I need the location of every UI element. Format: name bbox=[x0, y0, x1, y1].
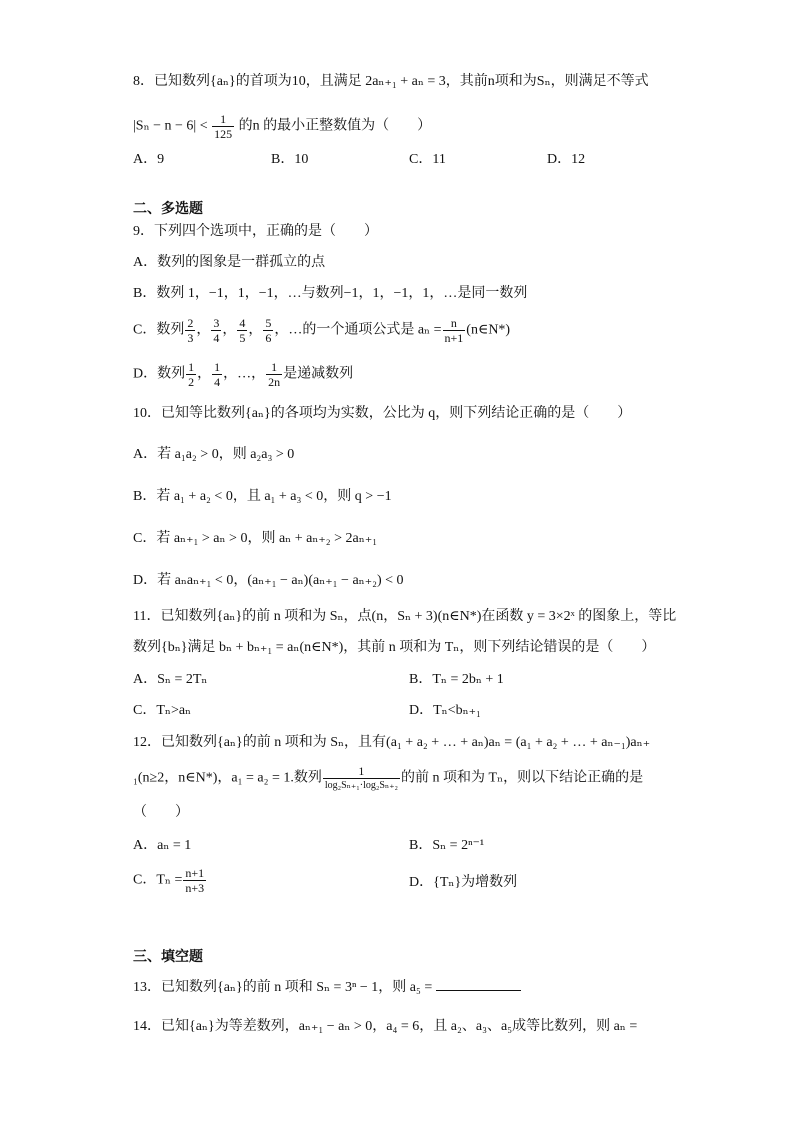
q11-option-d: D．Tₙ<bₙ₊₁ bbox=[409, 703, 481, 718]
q9-option-c: C．数列 $\frac{2}{3}$ ， $\frac{3}{4}$ ， $\frac{4}{5}$ ， $\frac{5}{6}$ ，…的一个通项公式是 aₙ = $\frac{n}{n+1}$ (n∈N*) bbox=[133, 316, 511, 345]
q9-d-frac1: $\frac{1}{2}$ bbox=[188, 360, 195, 389]
q9-c-formula: $\frac{n}{n+1}$ bbox=[444, 316, 464, 345]
q13-answer-blank[interactable] bbox=[436, 976, 521, 991]
q9-c-prefix: C．数列 bbox=[133, 322, 185, 338]
q10-stem: 10．已知等比数列{aₙ}的各项均为实数，公比为 q，则下列结论正确的是（ ） bbox=[133, 406, 632, 421]
q10-option-a: A．若 a₁a₂ > 0，则 a₂a₃ > 0 bbox=[133, 447, 295, 462]
q8-frac-den: 125 bbox=[214, 127, 233, 141]
q8-option-a: A．9 bbox=[133, 152, 165, 167]
q11-option-a: A．Sₙ = 2Tₙ bbox=[133, 672, 208, 687]
q13-line bbox=[133, 976, 521, 998]
q12-answer-bracket: （ ） bbox=[133, 805, 189, 820]
q9-d-prefix: D．数列 bbox=[133, 366, 186, 382]
q12-c-prefix: C．Tₙ = bbox=[133, 872, 183, 888]
q10-option-b: B．若 a₁ + a₂ < 0，且 a₁ + a₃ < 0，则 q > −1 bbox=[133, 489, 392, 504]
q9-d-suffix: 是递减数列 bbox=[283, 366, 354, 382]
q9-option-d: D．数列 $\frac{1}{2}$ ， $\frac{1}{4}$ ，…， $\frac{1}{2n}$ 是递减数列 bbox=[133, 360, 354, 389]
q12-line2-tail: 的前 n 项和为 Tₙ，则以下结论正确的是 bbox=[401, 770, 644, 786]
q9-c-frac3: $\frac{4}{5}$ bbox=[239, 316, 246, 345]
q12-option-b: B．Sₙ = 2ⁿ⁻¹ bbox=[409, 838, 485, 853]
q8-option-b: B．10 bbox=[271, 152, 309, 167]
q9-d-frac3: $\frac{1}{2n}$ bbox=[268, 360, 281, 389]
q11-line1: 11．已知数列{aₙ}的前 n 项和为 Sₙ，点(n，Sₙ + 3)(n∈N*)在函数 y = 3×2ˣ 的图象上，等比 bbox=[133, 609, 677, 624]
q8-option-d: D．12 bbox=[547, 152, 586, 167]
q12-line1: 12．已知数列{aₙ}的前 n 项和为 Sₙ，且有(a₁ + a₂ + … + aₙ)aₙ = (a₁ + a₂ + … + aₙ₋₁)aₙ₊ bbox=[133, 735, 651, 750]
q10-option-d: D．若 aₙaₙ₊₁ < 0，(aₙ₊₁ − aₙ)(aₙ₊₁ − aₙ₊₂) < 0 bbox=[133, 573, 404, 588]
q12-option-a: A．aₙ = 1 bbox=[133, 838, 192, 853]
q11-line2: 数列{bₙ}满足 bₙ + bₙ₊₁ = aₙ(n∈N*)，其前 n 项和为 Tₙ，则下列结论错误的是（ ） bbox=[133, 640, 656, 655]
q12-option-d: D．{Tₙ}为增数列 bbox=[409, 875, 518, 890]
q9-option-b: B．数列 1，−1，1，−1，…与数列−1，1，−1，1，…是同一数列 bbox=[133, 286, 528, 301]
q14-line: 14．已知{aₙ}为等差数列，aₙ₊₁ − aₙ > 0，a₄ = 6，且 a₂、a₃、a₅成等比数列，则 aₙ = bbox=[133, 1019, 638, 1034]
q9-c-suffix: (n∈N*) bbox=[466, 322, 511, 338]
q10-option-c: C．若 aₙ₊₁ > aₙ > 0，则 aₙ + aₙ₊₂ > 2aₙ₊₁ bbox=[133, 531, 378, 546]
q11-option-c: C．Tₙ>aₙ bbox=[133, 703, 192, 718]
q8-frac-num: 1 bbox=[212, 112, 234, 127]
q13-text: 13．已知数列{aₙ}的前 n 项和 Sₙ = 3ⁿ − 1，则 a₅ = bbox=[133, 980, 433, 995]
section-heading-fill: 三、填空题 bbox=[133, 949, 203, 965]
q9-c-frac1: $\frac{2}{3}$ bbox=[187, 316, 194, 345]
q8-line2 bbox=[133, 112, 431, 141]
q12-line2-head: ₁(n≥2，n∈N*)，a₁ = a₂ = 1.数列 bbox=[133, 770, 322, 786]
q9-c-frac4: $\frac{5}{6}$ bbox=[265, 316, 272, 345]
q9-option-a: A．数列的图象是一群孤立的点 bbox=[133, 255, 326, 270]
q8-fraction bbox=[212, 112, 234, 141]
q8-inequality: |Sₙ − n − 6| < bbox=[133, 118, 208, 134]
q8-option-c: C．11 bbox=[409, 152, 446, 167]
q12-option-c bbox=[133, 866, 207, 895]
q12-c-fraction: $\frac{n+1}{n+3}$ bbox=[185, 866, 205, 895]
q12-line2 bbox=[133, 764, 643, 793]
q9-c-middle: ，…的一个通项公式是 aₙ = bbox=[274, 322, 442, 338]
q9-d-frac2: $\frac{1}{4}$ bbox=[214, 360, 221, 389]
q12-log-fraction: $\frac{1}{\text{log₂Sₙ₊₁·log₂Sₙ₊₂}}$ bbox=[324, 764, 399, 791]
q9-stem: 9．下列四个选项中，正确的是（ ） bbox=[133, 224, 378, 239]
section-heading-multi: 二、多选题 bbox=[133, 201, 203, 217]
q9-c-frac2: $\frac{3}{4}$ bbox=[213, 316, 220, 345]
q8-line1: 8．已知数列{aₙ}的首项为10，且满足 2aₙ₊₁ + aₙ = 3，其前n项和为Sₙ，则满足不等式 bbox=[133, 74, 649, 89]
q11-option-b: B．Tₙ = 2bₙ + 1 bbox=[409, 672, 504, 687]
q8-line2-tail: 的n 的最小正整数值为（ ） bbox=[238, 118, 432, 134]
